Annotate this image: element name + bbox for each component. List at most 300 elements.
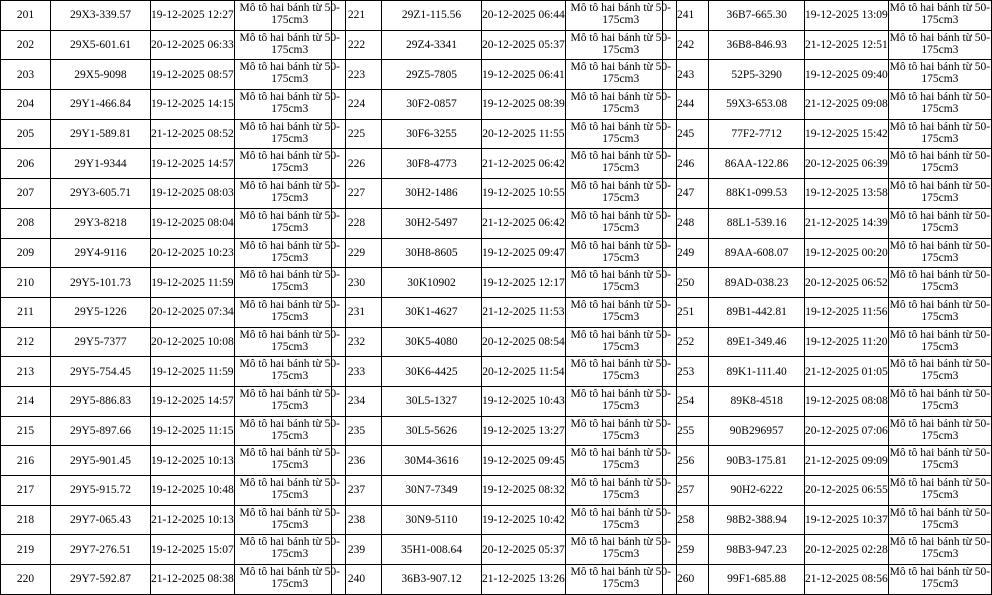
row-number: 237: [332, 476, 382, 506]
license-plate: 29Y7-065.43: [51, 505, 151, 535]
row-number: 223: [332, 60, 382, 90]
vehicle-type: Mô tô hai bánh từ 50-175cm3: [234, 535, 345, 565]
row-number: 254: [663, 386, 709, 416]
table-row: [332, 268, 677, 298]
row-number: 247: [663, 179, 709, 209]
violation-time: 20-12-2025 02:28: [805, 535, 889, 565]
vehicle-type: Mô tô hai bánh từ 50-175cm3: [565, 149, 676, 179]
violation-time: 21-12-2025 06:42: [482, 149, 566, 179]
table-row: [332, 208, 677, 238]
table-row: [1, 60, 346, 90]
vehicle-type: Mô tô hai bánh từ 50-175cm3: [888, 357, 991, 387]
row-number: 241: [663, 1, 709, 31]
row-number: 212: [1, 327, 51, 357]
table-block-3: [662, 0, 992, 595]
vehicle-type: Mô tô hai bánh từ 50-175cm3: [234, 60, 345, 90]
violation-time: 19-12-2025 00:20: [805, 238, 889, 268]
row-number: 219: [1, 535, 51, 565]
license-plate: 89AD-038.23: [709, 268, 805, 298]
table-row: [663, 149, 992, 179]
violation-time: 19-12-2025 14:57: [151, 386, 235, 416]
row-number: 206: [1, 149, 51, 179]
license-plate: 36B7-665.30: [709, 1, 805, 31]
vehicle-type: Mô tô hai bánh từ 50-175cm3: [565, 208, 676, 238]
vehicle-type: Mô tô hai bánh từ 50-175cm3: [234, 268, 345, 298]
vehicle-type: Mô tô hai bánh từ 50-175cm3: [234, 327, 345, 357]
table-row: [663, 1, 992, 31]
table-row: [663, 30, 992, 60]
license-plate: 29X5-601.61: [51, 30, 151, 60]
vehicle-type: Mô tô hai bánh từ 50-175cm3: [565, 1, 676, 31]
license-plate: 29Y5-754.45: [51, 357, 151, 387]
row-number: 255: [663, 416, 709, 446]
license-plate: 30H8-8605: [382, 238, 482, 268]
vehicle-type: Mô tô hai bánh từ 50-175cm3: [888, 119, 991, 149]
row-number: 201: [1, 1, 51, 31]
violation-time: 19-12-2025 08:32: [482, 476, 566, 506]
row-number: 224: [332, 90, 382, 120]
license-plate: 90B3-175.81: [709, 446, 805, 476]
license-plate: 30L5-1327: [382, 386, 482, 416]
violation-time: 20-12-2025 06:39: [805, 149, 889, 179]
table-row: [1, 357, 346, 387]
vehicle-type: Mô tô hai bánh từ 50-175cm3: [565, 268, 676, 298]
row-number: 256: [663, 446, 709, 476]
vehicle-type: Mô tô hai bánh từ 50-175cm3: [565, 238, 676, 268]
row-number: 207: [1, 179, 51, 209]
violation-time: 20-12-2025 05:37: [482, 535, 566, 565]
row-number: 252: [663, 327, 709, 357]
vehicle-type: Mô tô hai bánh từ 50-175cm3: [888, 179, 991, 209]
violation-time: 19-12-2025 15:42: [805, 119, 889, 149]
row-number: 204: [1, 90, 51, 120]
license-plate: 29Z1-115.56: [382, 1, 482, 31]
license-plate: 30F6-3255: [382, 119, 482, 149]
violation-time: 21-12-2025 06:42: [482, 208, 566, 238]
row-number: 248: [663, 208, 709, 238]
violation-time: 21-12-2025 08:38: [151, 565, 235, 595]
row-number: 228: [332, 208, 382, 238]
violation-time: 19-12-2025 11:59: [151, 357, 235, 387]
vehicle-type: Mô tô hai bánh từ 50-175cm3: [234, 238, 345, 268]
license-plate: 90H2-6222: [709, 476, 805, 506]
row-number: 235: [332, 416, 382, 446]
row-number: 202: [1, 30, 51, 60]
license-plate: 29Y5-1226: [51, 297, 151, 327]
license-plate: 89E1-349.46: [709, 327, 805, 357]
vehicle-table: [331, 0, 677, 595]
violation-time: 19-12-2025 14:57: [151, 149, 235, 179]
violation-time: 20-12-2025 10:08: [151, 327, 235, 357]
license-plate: 29Y5-897.66: [51, 416, 151, 446]
violation-time: 21-12-2025 08:56: [805, 565, 889, 595]
table-row: [332, 30, 677, 60]
vehicle-type: Mô tô hai bánh từ 50-175cm3: [234, 386, 345, 416]
vehicle-table: [0, 0, 346, 595]
table-row: [663, 446, 992, 476]
violation-time: 20-12-2025 10:23: [151, 238, 235, 268]
table-row: [1, 297, 346, 327]
table-block-2: [331, 0, 677, 595]
license-plate: 98B3-947.23: [709, 535, 805, 565]
vehicle-type: Mô tô hai bánh từ 50-175cm3: [234, 476, 345, 506]
license-plate: 89K1-111.40: [709, 357, 805, 387]
table-row: [1, 1, 346, 31]
license-plate: 30F8-4773: [382, 149, 482, 179]
row-number: 239: [332, 535, 382, 565]
row-number: 211: [1, 297, 51, 327]
table-row: [1, 238, 346, 268]
license-plate: 88L1-539.16: [709, 208, 805, 238]
row-number: 220: [1, 565, 51, 595]
row-number: 217: [1, 476, 51, 506]
table-row: [1, 268, 346, 298]
row-number: 232: [332, 327, 382, 357]
table-row: [663, 416, 992, 446]
table-row: [1, 149, 346, 179]
row-number: 253: [663, 357, 709, 387]
violation-time: 19-12-2025 08:39: [482, 90, 566, 120]
license-plate: 29Y1-589.81: [51, 119, 151, 149]
row-number: 205: [1, 119, 51, 149]
row-number: 249: [663, 238, 709, 268]
vehicle-table: [662, 0, 992, 595]
violation-time: 19-12-2025 11:15: [151, 416, 235, 446]
license-plate: 29Y1-9344: [51, 149, 151, 179]
license-plate: 29Y1-466.84: [51, 90, 151, 120]
violation-time: 19-12-2025 15:07: [151, 535, 235, 565]
license-plate: 30K6-4425: [382, 357, 482, 387]
vehicle-type: Mô tô hai bánh từ 50-175cm3: [234, 179, 345, 209]
license-plate: 30N7-7349: [382, 476, 482, 506]
violation-time: 21-12-2025 14:39: [805, 208, 889, 238]
license-plate: 29Y5-915.72: [51, 476, 151, 506]
violation-time: 19-12-2025 08:57: [151, 60, 235, 90]
vehicle-type: Mô tô hai bánh từ 50-175cm3: [888, 446, 991, 476]
row-number: 259: [663, 535, 709, 565]
license-plate: 29Y5-7377: [51, 327, 151, 357]
violation-time: 21-12-2025 13:26: [482, 565, 566, 595]
vehicle-type: Mô tô hai bánh từ 50-175cm3: [565, 446, 676, 476]
row-number: 215: [1, 416, 51, 446]
table-row: [332, 565, 677, 595]
license-plate: 36B3-907.12: [382, 565, 482, 595]
table-row: [1, 565, 346, 595]
violation-time: 19-12-2025 12:27: [151, 1, 235, 31]
table-row: [1, 30, 346, 60]
license-plate: 86AA-122.86: [709, 149, 805, 179]
violation-time: 20-12-2025 06:44: [482, 1, 566, 31]
license-plate: 30H2-5497: [382, 208, 482, 238]
vehicle-type: Mô tô hai bánh từ 50-175cm3: [888, 60, 991, 90]
row-number: 221: [332, 1, 382, 31]
vehicle-type: Mô tô hai bánh từ 50-175cm3: [888, 327, 991, 357]
table-row: [663, 505, 992, 535]
vehicle-type: Mô tô hai bánh từ 50-175cm3: [565, 60, 676, 90]
vehicle-type: Mô tô hai bánh từ 50-175cm3: [234, 565, 345, 595]
license-plate: 30F2-0857: [382, 90, 482, 120]
table-row: [1, 119, 346, 149]
row-number: 213: [1, 357, 51, 387]
license-plate: 30K5-4080: [382, 327, 482, 357]
vehicle-type: Mô tô hai bánh từ 50-175cm3: [234, 505, 345, 535]
violation-time: 21-12-2025 09:08: [805, 90, 889, 120]
license-plate: 30H2-1486: [382, 179, 482, 209]
row-number: 226: [332, 149, 382, 179]
table-row: [663, 386, 992, 416]
violation-time: 20-12-2025 05:37: [482, 30, 566, 60]
violation-time: 19-12-2025 11:59: [151, 268, 235, 298]
table-row: [663, 357, 992, 387]
table-block-1: [0, 0, 346, 595]
license-plate: 30M4-3616: [382, 446, 482, 476]
table-row: [663, 535, 992, 565]
table-row: [332, 238, 677, 268]
vehicle-type: Mô tô hai bánh từ 50-175cm3: [565, 535, 676, 565]
violation-time: 21-12-2025 01:05: [805, 357, 889, 387]
vehicle-type: Mô tô hai bánh từ 50-175cm3: [888, 30, 991, 60]
violation-time: 19-12-2025 10:48: [151, 476, 235, 506]
vehicle-type: Mô tô hai bánh từ 50-175cm3: [234, 297, 345, 327]
row-number: 208: [1, 208, 51, 238]
row-number: 216: [1, 446, 51, 476]
row-number: 218: [1, 505, 51, 535]
table-row: [663, 565, 992, 595]
license-plate: 99F1-685.88: [709, 565, 805, 595]
row-number: 242: [663, 30, 709, 60]
table-row: [1, 505, 346, 535]
table-row: [332, 1, 677, 31]
table-row: [663, 119, 992, 149]
violation-time: 19-12-2025 11:56: [805, 297, 889, 327]
table-row: [1, 179, 346, 209]
table-row: [1, 90, 346, 120]
row-number: 246: [663, 149, 709, 179]
license-plate: 52P5-3290: [709, 60, 805, 90]
license-plate: 30N9-5110: [382, 505, 482, 535]
license-plate: 89AA-608.07: [709, 238, 805, 268]
table-row: [1, 416, 346, 446]
table-row: [332, 535, 677, 565]
license-plate: 30L5-5626: [382, 416, 482, 446]
violation-time: 20-12-2025 06:52: [805, 268, 889, 298]
row-number: 227: [332, 179, 382, 209]
row-number: 236: [332, 446, 382, 476]
license-plate: 29X5-9098: [51, 60, 151, 90]
table-row: [663, 60, 992, 90]
vehicle-type: Mô tô hai bánh từ 50-175cm3: [888, 90, 991, 120]
vehicle-type: Mô tô hai bánh từ 50-175cm3: [565, 565, 676, 595]
vehicle-type: Mô tô hai bánh từ 50-175cm3: [888, 208, 991, 238]
vehicle-type: Mô tô hai bánh từ 50-175cm3: [565, 505, 676, 535]
violation-time: 19-12-2025 09:40: [805, 60, 889, 90]
table-row: [332, 297, 677, 327]
violation-time: 19-12-2025 10:42: [482, 505, 566, 535]
license-plate: 98B2-388.94: [709, 505, 805, 535]
violation-time: 20-12-2025 08:54: [482, 327, 566, 357]
table-row: [332, 446, 677, 476]
vehicle-type: Mô tô hai bánh từ 50-175cm3: [888, 416, 991, 446]
row-number: 231: [332, 297, 382, 327]
table-row: [1, 476, 346, 506]
table-row: [332, 386, 677, 416]
table-row: [663, 297, 992, 327]
table-row: [332, 416, 677, 446]
vehicle-type: Mô tô hai bánh từ 50-175cm3: [888, 476, 991, 506]
license-plate: 36B8-846.93: [709, 30, 805, 60]
table-row: [332, 119, 677, 149]
vehicle-type: Mô tô hai bánh từ 50-175cm3: [234, 446, 345, 476]
license-plate: 35H1-008.64: [382, 535, 482, 565]
vehicle-type: Mô tô hai bánh từ 50-175cm3: [565, 416, 676, 446]
vehicle-type: Mô tô hai bánh từ 50-175cm3: [234, 119, 345, 149]
vehicle-type: Mô tô hai bánh từ 50-175cm3: [565, 90, 676, 120]
table-row: [332, 179, 677, 209]
license-plate: 29Y5-101.73: [51, 268, 151, 298]
row-number: 230: [332, 268, 382, 298]
table-row: [1, 386, 346, 416]
license-plate: 29Y4-9116: [51, 238, 151, 268]
vehicle-type: Mô tô hai bánh từ 50-175cm3: [565, 119, 676, 149]
row-number: 251: [663, 297, 709, 327]
table-row: [332, 149, 677, 179]
table-row: [663, 208, 992, 238]
vehicle-type: Mô tô hai bánh từ 50-175cm3: [565, 297, 676, 327]
license-plate: 89B1-442.81: [709, 297, 805, 327]
violation-time: 19-12-2025 10:13: [151, 446, 235, 476]
table-row: [1, 535, 346, 565]
row-number: 233: [332, 357, 382, 387]
vehicle-type: Mô tô hai bánh từ 50-175cm3: [565, 386, 676, 416]
license-plate: 90B296957: [709, 416, 805, 446]
violation-time: 19-12-2025 09:45: [482, 446, 566, 476]
row-number: 225: [332, 119, 382, 149]
license-plate: 89K8-4518: [709, 386, 805, 416]
license-plate: 29X3-339.57: [51, 1, 151, 31]
table-row: [663, 90, 992, 120]
license-plate: 88K1-099.53: [709, 179, 805, 209]
violation-time: 21-12-2025 12:51: [805, 30, 889, 60]
table-row: [332, 60, 677, 90]
license-plate: 59X3-653.08: [709, 90, 805, 120]
row-number: 229: [332, 238, 382, 268]
violation-time: 19-12-2025 06:41: [482, 60, 566, 90]
vehicle-type: Mô tô hai bánh từ 50-175cm3: [234, 208, 345, 238]
violation-time: 20-12-2025 11:54: [482, 357, 566, 387]
vehicle-type: Mô tô hai bánh từ 50-175cm3: [565, 476, 676, 506]
violation-time: 21-12-2025 11:53: [482, 297, 566, 327]
license-plate: 29Y5-886.83: [51, 386, 151, 416]
license-plate: 77F2-7712: [709, 119, 805, 149]
table-row: [332, 90, 677, 120]
license-plate: 29Z5-7805: [382, 60, 482, 90]
license-plate: 29Y7-276.51: [51, 535, 151, 565]
table-row: [332, 476, 677, 506]
row-number: 240: [332, 565, 382, 595]
violation-time: 19-12-2025 13:58: [805, 179, 889, 209]
vehicle-type: Mô tô hai bánh từ 50-175cm3: [888, 565, 991, 595]
table-row: [1, 327, 346, 357]
vehicle-type: Mô tô hai bánh từ 50-175cm3: [234, 357, 345, 387]
violation-time: 19-12-2025 13:27: [482, 416, 566, 446]
violation-time: 19-12-2025 13:09: [805, 1, 889, 31]
row-number: 210: [1, 268, 51, 298]
violation-time: 19-12-2025 09:47: [482, 238, 566, 268]
vehicle-type: Mô tô hai bánh từ 50-175cm3: [565, 327, 676, 357]
violation-time: 21-12-2025 08:52: [151, 119, 235, 149]
table-row: [332, 357, 677, 387]
vehicle-type: Mô tô hai bánh từ 50-175cm3: [565, 30, 676, 60]
vehicle-type: Mô tô hai bánh từ 50-175cm3: [565, 179, 676, 209]
violation-time: 21-12-2025 10:13: [151, 505, 235, 535]
row-number: 260: [663, 565, 709, 595]
violation-time: 20-12-2025 07:06: [805, 416, 889, 446]
violation-time: 19-12-2025 10:43: [482, 386, 566, 416]
vehicle-type: Mô tô hai bánh từ 50-175cm3: [888, 297, 991, 327]
violation-time: 19-12-2025 08:03: [151, 179, 235, 209]
vehicle-type: Mô tô hai bánh từ 50-175cm3: [888, 1, 991, 31]
vehicle-type: Mô tô hai bánh từ 50-175cm3: [565, 357, 676, 387]
violation-time: 20-12-2025 07:34: [151, 297, 235, 327]
vehicle-type: Mô tô hai bánh từ 50-175cm3: [234, 1, 345, 31]
vehicle-type: Mô tô hai bánh từ 50-175cm3: [888, 386, 991, 416]
vehicle-type: Mô tô hai bánh từ 50-175cm3: [888, 238, 991, 268]
table-row: [663, 238, 992, 268]
license-plate: 29Y5-901.45: [51, 446, 151, 476]
violation-time: 19-12-2025 12:17: [482, 268, 566, 298]
row-number: 222: [332, 30, 382, 60]
table-row: [1, 446, 346, 476]
row-number: 234: [332, 386, 382, 416]
row-number: 209: [1, 238, 51, 268]
vehicle-type: Mô tô hai bánh từ 50-175cm3: [234, 149, 345, 179]
row-number: 244: [663, 90, 709, 120]
violation-time: 19-12-2025 14:15: [151, 90, 235, 120]
vehicle-type: Mô tô hai bánh từ 50-175cm3: [234, 30, 345, 60]
row-number: 257: [663, 476, 709, 506]
violation-time: 19-12-2025 10:37: [805, 505, 889, 535]
violation-time: 20-12-2025 06:55: [805, 476, 889, 506]
vehicle-type: Mô tô hai bánh từ 50-175cm3: [888, 505, 991, 535]
violation-time: 19-12-2025 08:08: [805, 386, 889, 416]
row-number: 258: [663, 505, 709, 535]
table-row: [1, 208, 346, 238]
license-plate: 29Y3-8218: [51, 208, 151, 238]
violation-time: 21-12-2025 09:09: [805, 446, 889, 476]
vehicle-type: Mô tô hai bánh từ 50-175cm3: [888, 149, 991, 179]
vehicle-type: Mô tô hai bánh từ 50-175cm3: [888, 535, 991, 565]
vehicle-type: Mô tô hai bánh từ 50-175cm3: [234, 90, 345, 120]
license-plate: 30K1-4627: [382, 297, 482, 327]
violation-time: 20-12-2025 11:55: [482, 119, 566, 149]
license-plate: 29Y3-605.71: [51, 179, 151, 209]
table-row: [663, 268, 992, 298]
table-row: [663, 476, 992, 506]
license-plate: 29Y7-592.87: [51, 565, 151, 595]
violation-time: 19-12-2025 11:20: [805, 327, 889, 357]
license-plate: 30K10902: [382, 268, 482, 298]
row-number: 203: [1, 60, 51, 90]
table-row: [332, 505, 677, 535]
table-row: [332, 327, 677, 357]
violation-time: 20-12-2025 06:33: [151, 30, 235, 60]
row-number: 214: [1, 386, 51, 416]
table-row: [663, 327, 992, 357]
row-number: 250: [663, 268, 709, 298]
table-row: [663, 179, 992, 209]
violation-time: 19-12-2025 08:04: [151, 208, 235, 238]
vehicle-type: Mô tô hai bánh từ 50-175cm3: [888, 268, 991, 298]
